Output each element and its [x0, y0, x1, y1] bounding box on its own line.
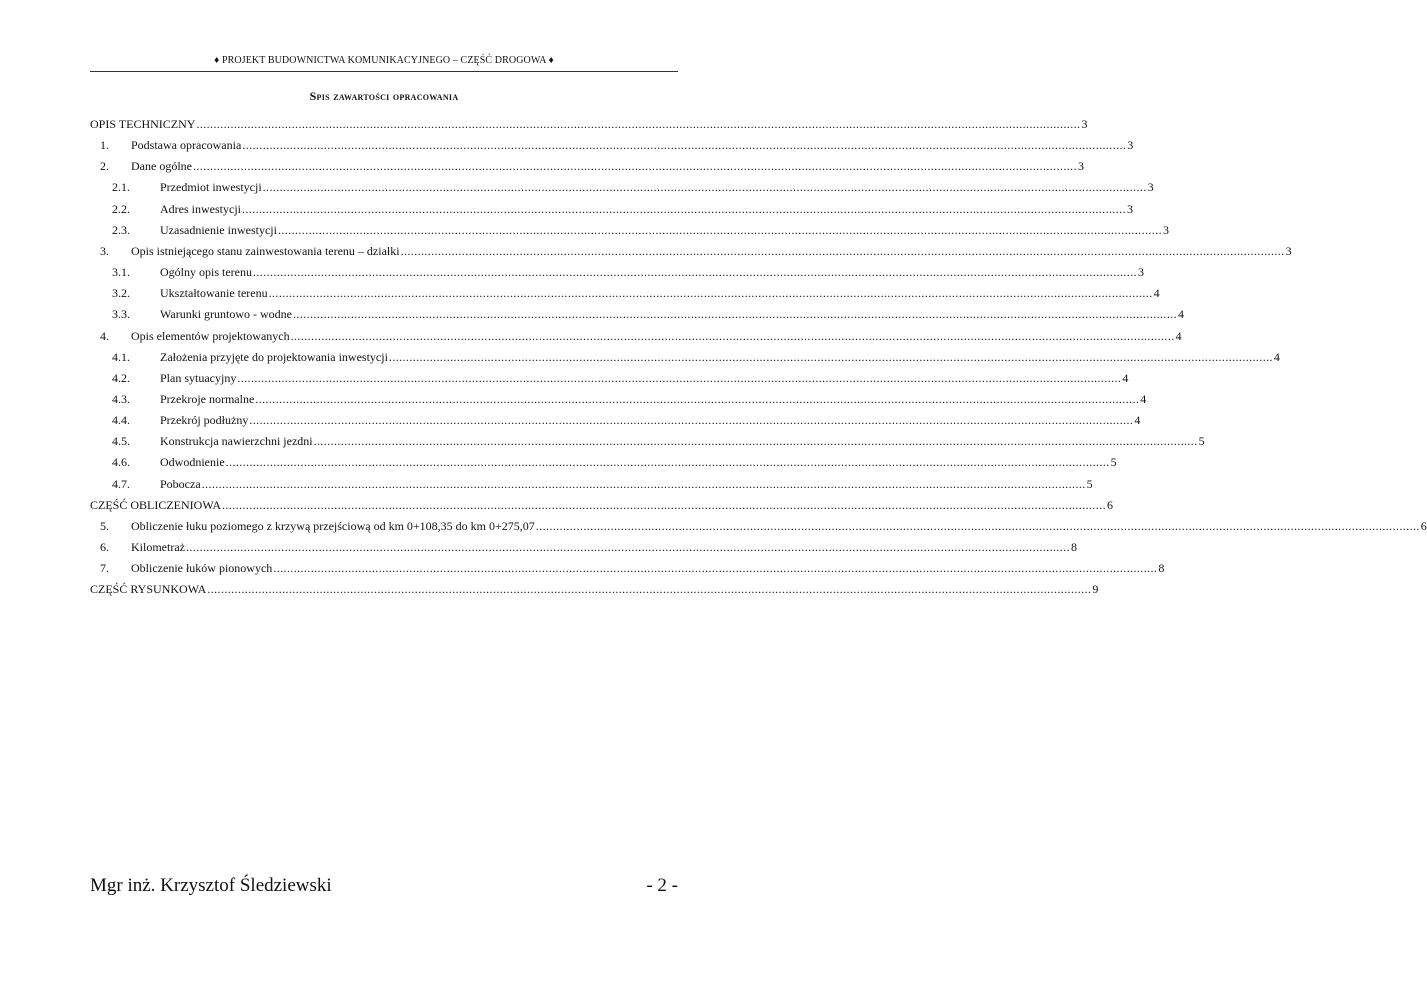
toc-dot-leader: [193, 159, 1077, 174]
toc-entry-page: 4: [1153, 286, 1160, 301]
toc-dot-leader: [202, 477, 1086, 492]
toc-entry-label: Przedmiot inwestycji: [160, 180, 262, 195]
toc-dot-leader: [291, 329, 1175, 344]
toc-entry-label: Konstrukcja nawierzchni jezdni: [160, 434, 313, 449]
toc-entry-page: 8: [1158, 561, 1165, 576]
toc-entry-number: 3.2.: [112, 286, 130, 301]
toc-entry-label: Uzasadnienie inwestycji: [160, 222, 277, 237]
toc-entry-number: 3.: [100, 243, 109, 258]
toc-entry-page: 4: [1122, 370, 1129, 385]
toc-entry-page: 9: [1092, 582, 1099, 597]
toc-entry[interactable]: [90, 328, 1182, 345]
toc-entry-number: 2.1.: [112, 180, 130, 195]
toc-entry-page: 3: [1138, 265, 1144, 280]
toc-entry-label: OPIS TECHNICZNY: [90, 117, 196, 131]
toc-entry-label: Założenia przyjęte do projektowania inwestycji: [160, 349, 388, 364]
toc-entry-page: 3: [1162, 222, 1169, 237]
toc-entry-page: 3: [1127, 138, 1134, 153]
toc-entry-label: Pobocza: [160, 476, 201, 491]
page-footer: [90, 875, 678, 897]
toc-entry-number: 2.3.: [112, 222, 130, 237]
toc-dot-leader: [293, 307, 1177, 322]
toc-entry-label: CZĘŚĆ OBLICZENIOWA: [90, 497, 221, 512]
toc-entry-label: Przekrój podłużny: [160, 413, 249, 428]
toc-dot-leader: [237, 371, 1121, 386]
toc-dot-leader: [314, 434, 1198, 449]
toc-entry[interactable]: [90, 391, 1147, 408]
toc-entry-number: 7.: [100, 561, 109, 576]
toc-entry-label: Opis istniejącego stanu zainwestowania terenu – działki: [131, 243, 400, 258]
toc-dot-leader: [269, 286, 1153, 301]
toc-entry-label: Przekroje normalne: [160, 391, 255, 406]
footer-page-number: - 2 -: [646, 875, 678, 896]
toc-entry-label: Obliczenie łuków pionowych: [131, 561, 273, 576]
toc-dot-leader: [401, 244, 1285, 259]
toc-entry-number: 4.2.: [112, 370, 130, 385]
toc-entry[interactable]: [90, 349, 1280, 366]
toc-entry-number: 3.1.: [112, 265, 130, 280]
toc-entry-number: 4.4.: [112, 413, 130, 428]
toc-entry-page: 5: [1198, 434, 1205, 449]
toc-dot-leader: [389, 350, 1273, 365]
toc-entry-number: 3.3.: [112, 307, 130, 322]
toc-entry-page: 3: [1077, 159, 1084, 174]
footer-author: Mgr inż. Krzysztof Śledziewski: [90, 875, 332, 896]
running-header: ♦ PROJEKT BUDOWNICTWA KOMUNIKACYJNEGO – CZĘŚĆ DROGOWA ♦: [214, 55, 554, 66]
toc-dot-leader: [263, 180, 1147, 195]
toc-entry[interactable]: [90, 370, 1129, 387]
toc-dot-leader: [242, 138, 1126, 153]
toc-title: Spis zawartości opracowania: [309, 89, 459, 103]
toc-dot-leader: [242, 202, 1126, 217]
toc-dot-leader: [249, 413, 1133, 428]
toc-entry-page: 4: [1140, 391, 1147, 406]
header-rule: [90, 71, 678, 72]
toc-entry-number: 4.: [100, 328, 109, 343]
toc-entry-label: Kilometraż: [131, 540, 185, 554]
toc-dot-leader: [253, 265, 1137, 280]
toc-entry-number: 6.: [100, 540, 109, 554]
toc-entry[interactable]: [90, 540, 1077, 556]
toc-entry-number: 4.7.: [112, 476, 130, 491]
toc-entry[interactable]: [90, 286, 1160, 302]
toc-entry[interactable]: [90, 434, 1205, 450]
toc-entry-page: 3: [1081, 117, 1088, 131]
toc-entry[interactable]: [90, 455, 1117, 471]
toc-entry-number: 4.6.: [112, 455, 130, 470]
toc-entry-page: 8: [1070, 540, 1077, 554]
toc-entry-page: 6: [1107, 497, 1113, 512]
toc-entry-label: Ogólny opis terenu: [160, 265, 252, 280]
toc-entry[interactable]: [90, 159, 1084, 175]
toc-entry-label: Obliczenie łuku poziomego z krzywą przejściową od km 0+108,35 do km 0+275,07: [131, 518, 535, 533]
toc-dot-leader: [222, 498, 1106, 513]
toc-entry-number: 4.5.: [112, 434, 130, 449]
toc-entry-label: CZĘŚĆ RYSUNKOWA: [90, 582, 207, 597]
toc-entry-page: 3: [1147, 180, 1154, 195]
toc-entry-label: Warunki gruntowo - wodne: [160, 307, 293, 322]
toc-dot-leader: [207, 582, 1091, 597]
toc-entry-page: 3: [1126, 201, 1133, 216]
toc-entry-label: Ukształtowanie terenu: [160, 286, 268, 301]
toc-dot-leader: [273, 561, 1157, 576]
toc-entry-label: Adres inwestycji: [160, 201, 241, 216]
toc-entry-number: 1.: [100, 138, 109, 153]
toc-entry[interactable]: [90, 561, 1165, 577]
toc-entry-number: 2.2.: [112, 201, 130, 216]
toc-entry[interactable]: [90, 201, 1133, 218]
toc-dot-leader: [255, 392, 1139, 407]
toc-dot-leader: [196, 117, 1080, 132]
toc-entry[interactable]: [90, 138, 1134, 154]
toc-entry[interactable]: [90, 180, 1154, 196]
toc-entry[interactable]: [90, 518, 1427, 535]
toc-entry-page: 4: [1273, 349, 1280, 364]
toc-entry[interactable]: [90, 307, 1185, 323]
toc-entry-page: 4: [1175, 328, 1182, 343]
toc-entry-page: 6: [1420, 518, 1427, 533]
toc-entry-number: 2.: [100, 159, 109, 174]
toc-entry-page: 5: [1110, 455, 1117, 470]
toc-entry-label: Plan sytuacyjny: [160, 370, 237, 385]
toc-entry-number: 4.1.: [112, 349, 130, 364]
toc-entry[interactable]: [90, 582, 1099, 598]
toc-entry[interactable]: [90, 243, 1292, 260]
toc-entry-page: 4: [1134, 413, 1141, 428]
toc-entry[interactable]: [90, 413, 1141, 429]
toc-entry-label: Dane ogólne: [131, 159, 192, 174]
toc-entry-label: Podstawa opracowania: [131, 138, 242, 153]
toc-dot-leader: [278, 223, 1162, 238]
toc-entry-number: 4.3.: [112, 391, 130, 406]
toc-entry-page: 5: [1086, 476, 1093, 491]
toc-entry-page: 4: [1178, 307, 1185, 322]
toc-entry[interactable]: [90, 117, 1088, 133]
toc-entry[interactable]: [90, 222, 1169, 239]
toc-dot-leader: [226, 455, 1110, 470]
toc-entry-label: Opis elementów projektowanych: [131, 328, 290, 343]
toc-entry[interactable]: [90, 476, 1093, 493]
toc-entry-number: 5.: [100, 518, 109, 533]
toc-entry-label: Odwodnienie: [160, 455, 225, 470]
toc-entry-page: 3: [1285, 243, 1292, 258]
toc-entry[interactable]: [90, 497, 1113, 514]
toc-dot-leader: [186, 540, 1070, 555]
toc-entry[interactable]: [90, 265, 1144, 281]
toc-dot-leader: [536, 519, 1420, 534]
